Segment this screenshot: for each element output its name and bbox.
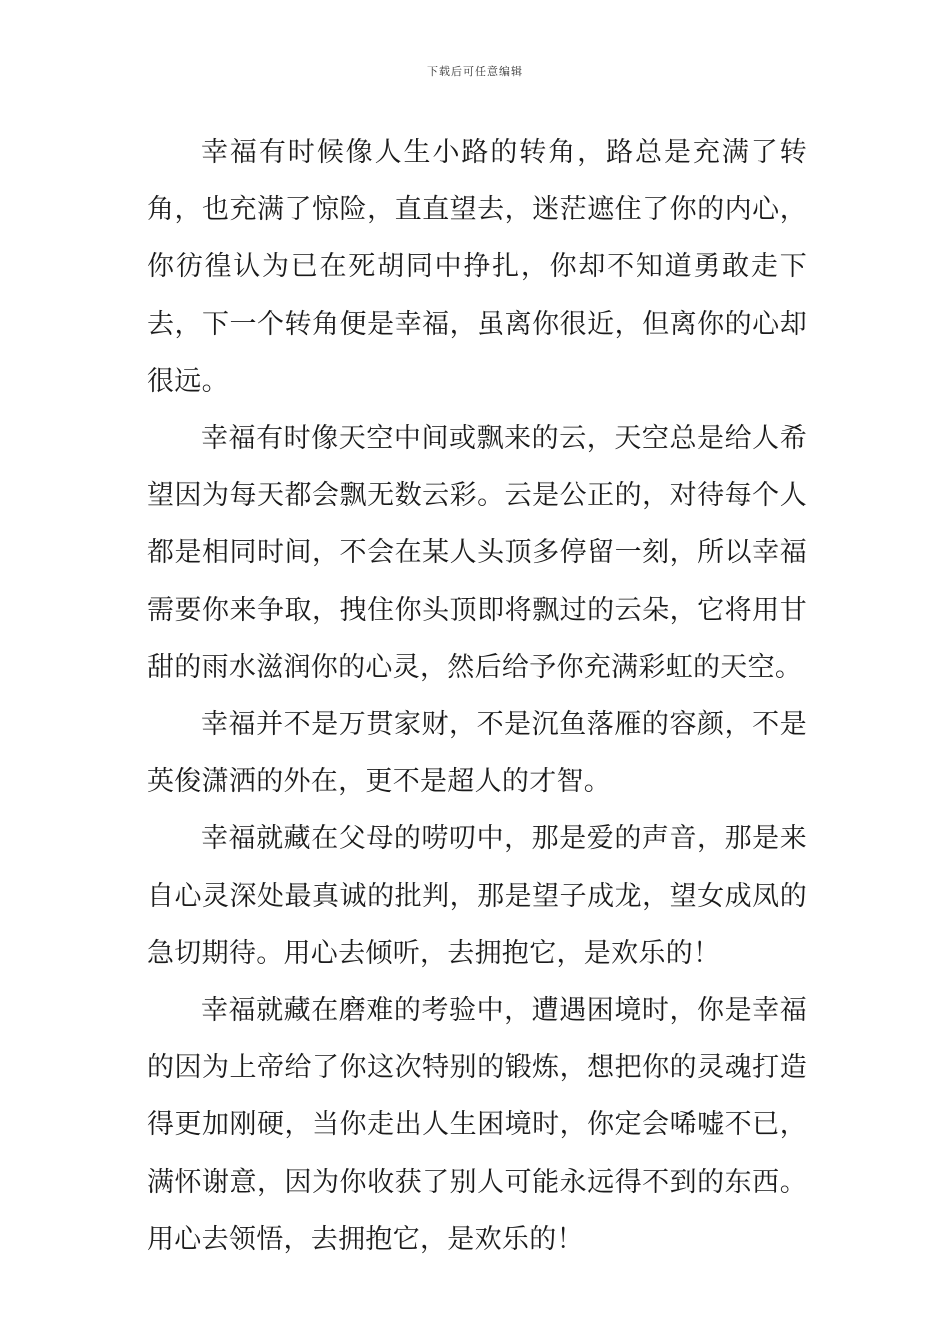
document-body xyxy=(147,124,807,1268)
paragraph-2: 幸福有时像天空中间或飘来的云，天空总是给人希望因为每天都会飘无数云彩。云是公正的，对待每个人都是相同时间，不会在某人头顶多停留一刻，所以幸福需要你来争取，拽住你头顶即将飘过的云朵，它将用甘甜的雨水滋润你的心灵，然后给予你充满彩虹的天空。 xyxy=(147,423,807,683)
paragraph-3: 幸福并不是万贯家财，不是沉鱼落雁的容颜，不是英俊潇洒的外在，更不是超人的才智。 xyxy=(147,709,807,798)
page-header-note: 下载后可任意编辑 xyxy=(427,65,523,78)
paragraph-5: 幸福就藏在磨难的考验中，遭遇困境时，你是幸福的因为上帝给了你这次特别的锻炼，想把你的灵魂打造得更加刚硬，当你走出人生困境时，你定会唏嘘不已，满怀谢意，因为你收获了别人可能永远得不到的东西。用心去领悟，去拥抱它，是欢乐的！ xyxy=(147,995,807,1255)
paragraph-4: 幸福就藏在父母的唠叨中，那是爱的声音，那是来自心灵深处最真诚的批判，那是望子成龙，望女成凤的急切期待。用心去倾听，去拥抱它，是欢乐的！ xyxy=(147,823,807,969)
paragraph-1: 幸福有时候像人生小路的转角，路总是充满了转角，也充满了惊险，直直望去，迷茫遮住了你的内心，你彷徨认为已在死胡同中挣扎，你却不知道勇敢走下去，下一个转角便是幸福，虽离你很近，但离你的心却很远。 xyxy=(147,137,807,397)
